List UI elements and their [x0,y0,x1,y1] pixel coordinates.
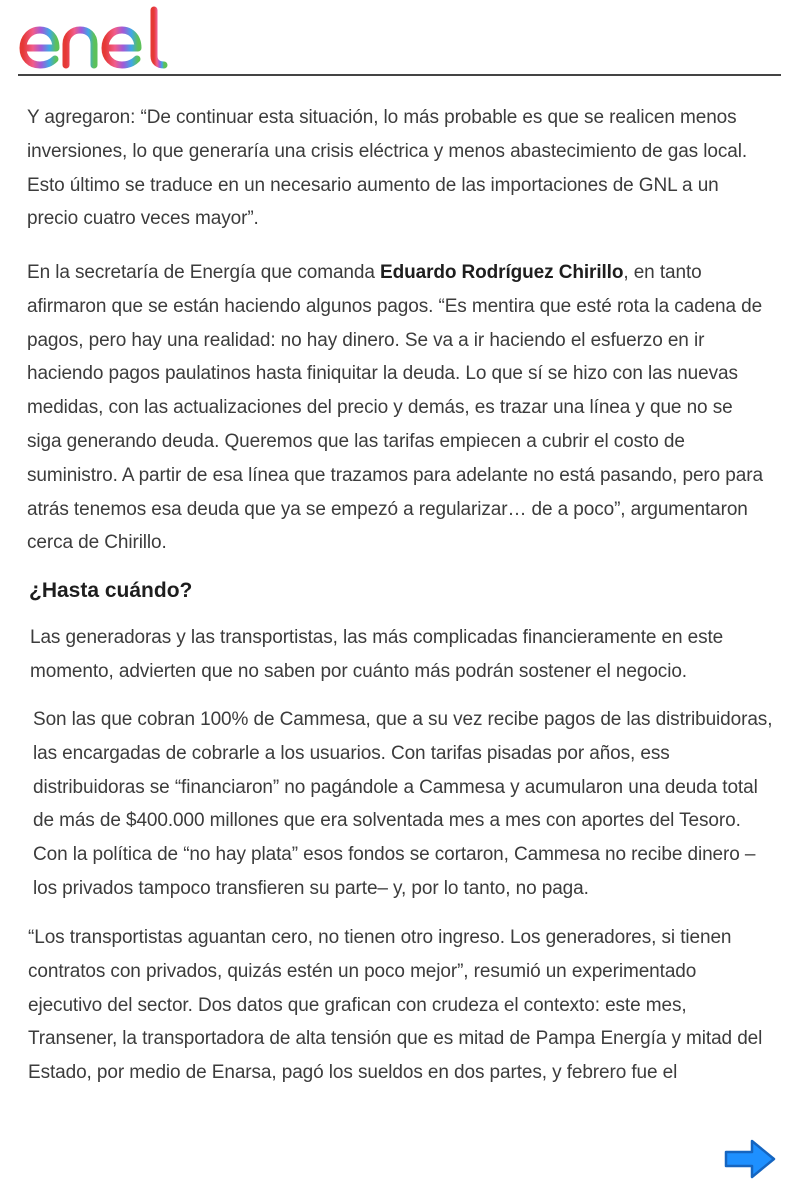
right-arrow-icon[interactable] [722,1137,778,1181]
article-paragraph: Las generadoras y las transportistas, las más complicadas financieramente en este momento, advierten que no saben por cuánto más podrán sostener el negocio. [30,627,724,682]
article-paragraph [27,256,767,560]
article-paragraph: Son las que cobran 100% de Cammesa, que a su vez recibe pagos de las distribuidoras, las encargadas de cobrarle a los usuarios. Con tarifas pisadas por años, ess distribuidoras se “financiaron” no pagándole a Cammesa y acumularon una deuda total de más de $400.000 millones que era solventada mes a mes con aportes del Tesoro. Con la política de “no hay plata” esos fondos se cortaron, Cammesa no recibe dinero –los privados tampoco transfieren su parte– y, por lo tanto, no paga. [33,709,773,899]
article-paragraph: Y agregaron: “De continuar esta situación, lo más probable es que se realicen menos inversiones, lo que generaría una crisis eléctrica y menos abastecimiento de gas local. Esto último se traduce en un necesario aumento de las importaciones de GNL a un precio cuatro veces mayor”. [27,107,748,230]
person-name-bold: Eduardo Rodríguez Chirillo [380,262,624,283]
paragraph-text: , en tanto afirmaron que se están haciendo algunos pagos. “Es mentira que esté rota la cadena de pagos, pero hay una realidad: no hay dinero. Se va a ir haciendo el esfuerzo en ir haciendo pagos paulatinos hasta finiquitar la deuda. Lo que sí se hizo con las nuevas medidas, con las actualizaciones del precio y demás, es trazar una línea y que no se siga generando deuda. Queremos que las tarifas empiecen a cubrir el costo de suministro. A partir de esa línea que trazamos para adelante no está pasando, pero para atrás tenemos esa deuda que ya se empezó a regularizar… de a poco”, argumentaron cerca de Chirillo. [27,262,763,554]
article-paragraph: “Los transportistas aguantan cero, no tienen otro ingreso. Los generadores, si tienen contratos con privados, quizás estén un poco mejor”, resumió un experimentado ejecutivo del sector. Dos datos que grafican con crudeza el contexto: este mes, Transener, la transportadora de alta tensión que es mitad de Pampa Energía y mitad del Estado, por medio de Enarsa, pagó los sueldos en dos partes, y febrero fue el [28,927,763,1084]
paragraph-text: En la secretaría de Energía que comanda [27,262,381,283]
enel-logo[interactable] [18,6,183,70]
page-header [18,0,781,76]
section-subheading: ¿Hasta cuándo? [29,579,193,602]
